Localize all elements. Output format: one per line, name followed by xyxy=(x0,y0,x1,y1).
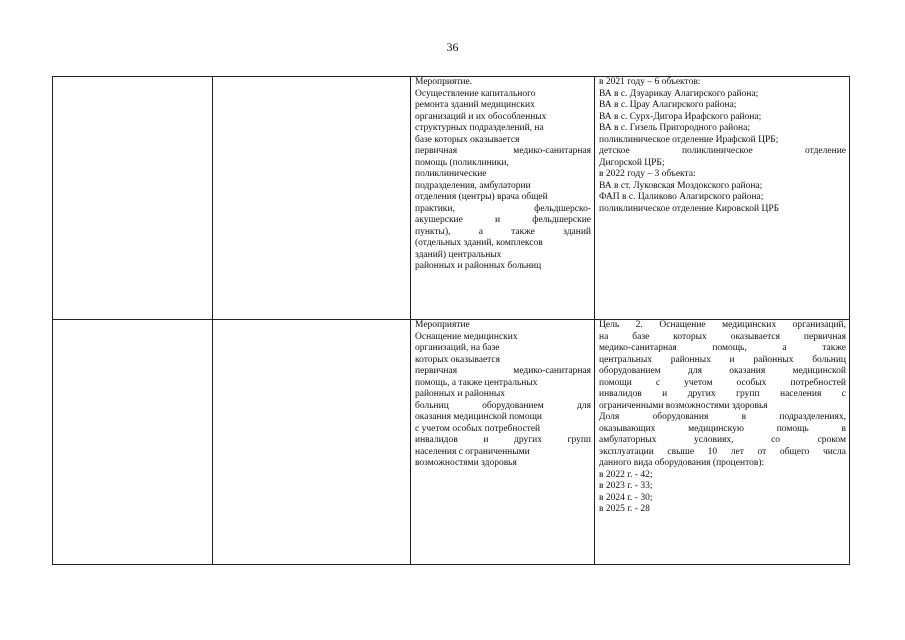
text-line: ВА в с. Црау Алагирского района; xyxy=(599,100,737,110)
text-line: Оснащение медицинских xyxy=(415,331,518,342)
text-line: возможностями здоровья xyxy=(415,458,517,468)
text-line: данного вида оборудования (процентов): xyxy=(599,458,765,468)
text-line: населения с ограниченными xyxy=(415,446,530,457)
text-line: на базе которых оказывается первичная xyxy=(599,331,846,342)
text-line: центральных районных и районных больниц xyxy=(599,354,846,365)
text-line: оказания медицинской помощи xyxy=(415,412,542,422)
activity-description-cell xyxy=(411,320,595,565)
text-line: поликлинические xyxy=(415,169,487,179)
text-line: (отдельных зданий, комплексов xyxy=(415,238,543,248)
table-cell-col1 xyxy=(53,77,213,320)
text-line: помощь (поликлиники, xyxy=(415,157,509,168)
text-line: эксплуатации свыше 10 лет от общего числа xyxy=(599,446,846,457)
text-line: Дигорской ЦРБ; xyxy=(599,157,665,168)
text-line: ВА в ст. Луковская Моздокского района; xyxy=(599,180,763,191)
text-line: Мероприятие. xyxy=(415,77,473,87)
text-line: пункты), а также зданий xyxy=(415,226,591,237)
result-description-cell xyxy=(595,320,850,565)
text-line: помощь, а также центральных xyxy=(415,377,538,388)
result-description-cell xyxy=(595,77,850,320)
text-line: Доля оборудования в подразделениях, xyxy=(599,412,846,422)
text-line: в 2025 г. - 28 xyxy=(599,504,650,514)
activity-description-cell xyxy=(411,77,595,320)
text-line: акушерские и фельдшерские xyxy=(415,215,591,225)
text-line: больниц оборудованием для xyxy=(415,400,591,411)
text-line: ВА в с. Сурх-Дигора Ирафского района; xyxy=(599,111,762,122)
text-line: которых оказывается xyxy=(415,354,501,365)
table-cell-col2 xyxy=(213,77,411,320)
text-line: детское поликлиническое отделение xyxy=(599,146,846,156)
text-line: зданий) центральных xyxy=(415,249,502,260)
text-line: ремонта зданий медицинских xyxy=(415,100,535,110)
text-line: ограниченными возможностями здоровья xyxy=(599,400,768,411)
text-line: помощи с учетом особых потребностей xyxy=(599,377,846,388)
text-line: поликлиническое отделение Ирафской ЦРБ; xyxy=(599,134,779,145)
text-line: в 2023 г. - 33; xyxy=(599,481,653,491)
text-line: в 2022 году – 3 объекта: xyxy=(599,169,696,179)
text-line: инвалидов и других групп xyxy=(415,435,591,445)
text-line: организаций и их обособленных xyxy=(415,111,547,122)
text-line: организаций, на базе xyxy=(415,343,500,353)
text-line: первичная медико-санитарная xyxy=(415,366,591,376)
text-line: ВА в с. Дзуарикау Алагирского района; xyxy=(599,88,759,99)
table-row xyxy=(53,77,850,320)
text-line: отделения (центры) врача общей xyxy=(415,192,548,202)
text-line: амбулаторных условиях, со сроком xyxy=(599,435,846,445)
text-line: оказывающих медицинскую помощь в xyxy=(599,423,846,434)
text-line: в 2024 г. - 30; xyxy=(599,492,653,503)
text-line: Осуществление капитального xyxy=(415,88,536,99)
text-line: структурных подразделений, на xyxy=(415,123,544,133)
text-line: Мероприятие xyxy=(415,320,470,330)
text-line: базе которых оказывается xyxy=(415,134,520,145)
text-line: ВА в с. Гизель Пригородного района; xyxy=(599,123,750,133)
text-line: первичная медико-санитарная xyxy=(415,146,591,156)
table-cell-col1 xyxy=(53,320,213,565)
text-line: ФАП в с. Цаликово Алагирского района; xyxy=(599,192,764,202)
text-line: в 2022 г. - 42; xyxy=(599,469,653,480)
text-line: подразделения, амбулатории xyxy=(415,180,531,191)
table-cell-col2 xyxy=(213,320,411,565)
text-line: районных и районных больниц xyxy=(415,261,542,271)
text-line: инвалидов и других групп населения с xyxy=(599,389,846,399)
text-line: медико-санитарная помощь, а также xyxy=(599,343,846,353)
text-line: практики, фельдшерско- xyxy=(415,203,591,214)
text-line: Цель 2. Оснащение медицинских организаций, xyxy=(599,320,846,330)
activities-table xyxy=(52,76,850,565)
table-row xyxy=(53,320,850,565)
text-line: районных и районных xyxy=(415,389,506,399)
text-line: с учетом особых потребностей xyxy=(415,423,541,434)
text-line: оборудованием для оказания медицинской xyxy=(599,366,846,376)
page-number: 36 xyxy=(446,40,459,54)
text-line: в 2021 году – 6 объектов: xyxy=(599,77,701,87)
text-line: поликлиническое отделение Кировской ЦРБ xyxy=(599,203,780,214)
